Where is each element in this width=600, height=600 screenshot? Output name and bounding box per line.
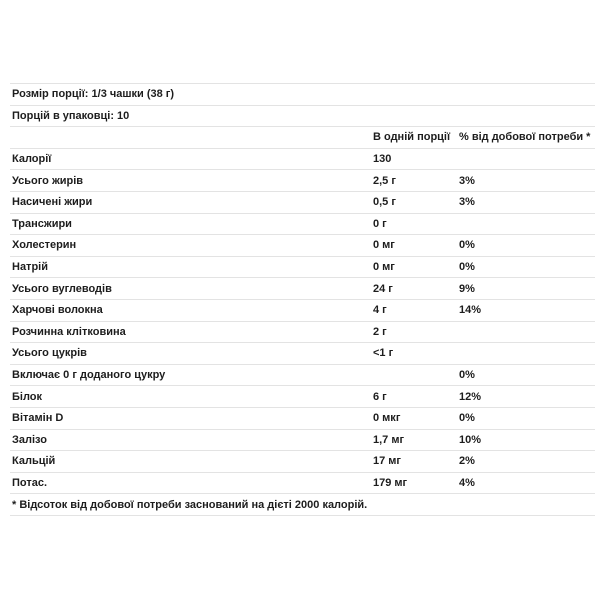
table-row [10, 364, 595, 386]
nutrient-amount: 0 мг [373, 235, 459, 257]
nutrient-daily-value [459, 213, 595, 235]
nutrition-table-body [10, 84, 595, 516]
nutrient-daily-value: 4% [459, 472, 595, 494]
nutrient-amount: 24 г [373, 278, 459, 300]
nutrient-label: Кальцій [10, 451, 373, 473]
nutrient-daily-value: 12% [459, 386, 595, 408]
nutrient-label: Включає 0 г доданого цукру [10, 364, 373, 386]
table-row [10, 451, 595, 473]
nutrient-label: Насичені жири [10, 191, 373, 213]
table-row [10, 191, 595, 213]
nutrient-amount: 0,5 г [373, 191, 459, 213]
nutrient-daily-value: 0% [459, 235, 595, 257]
nutrient-daily-value: 3% [459, 170, 595, 192]
serving-size-text: Розмір порції: 1/3 чашки (38 г) [10, 84, 595, 106]
table-row [10, 407, 595, 429]
nutrient-label: Усього жирів [10, 170, 373, 192]
nutrient-label: Залізо [10, 429, 373, 451]
nutrient-label: Трансжири [10, 213, 373, 235]
servings-per-container-text: Порцій в упаковці: 10 [10, 105, 595, 127]
nutrient-amount: 179 мг [373, 472, 459, 494]
table-header-row [10, 127, 595, 149]
nutrient-amount: 0 мкг [373, 407, 459, 429]
nutrient-daily-value [459, 321, 595, 343]
nutrient-label: Білок [10, 386, 373, 408]
nutrient-label: Холестерин [10, 235, 373, 257]
nutrient-daily-value [459, 148, 595, 170]
nutrient-amount: 4 г [373, 299, 459, 321]
nutrient-daily-value [459, 343, 595, 365]
nutrient-amount: 17 мг [373, 451, 459, 473]
nutrient-daily-value: 3% [459, 191, 595, 213]
header-empty-cell [10, 127, 373, 149]
nutrient-label: Потас. [10, 472, 373, 494]
nutrient-amount [373, 364, 459, 386]
table-row [10, 256, 595, 278]
nutrient-daily-value: 10% [459, 429, 595, 451]
nutrient-amount: 130 [373, 148, 459, 170]
nutrient-label: Калорії [10, 148, 373, 170]
nutrient-label: Усього цукрів [10, 343, 373, 365]
nutrient-daily-value: 0% [459, 407, 595, 429]
footnote-text: * Відсоток від добової потреби заснований на дієті 2000 калорій. [10, 494, 595, 516]
nutrient-label: Натрій [10, 256, 373, 278]
nutrient-amount: 2,5 г [373, 170, 459, 192]
servings-per-container-row [10, 105, 595, 127]
table-row [10, 213, 595, 235]
table-row [10, 235, 595, 257]
nutrient-amount: 0 мг [373, 256, 459, 278]
table-row [10, 343, 595, 365]
nutrient-label: Харчові волокна [10, 299, 373, 321]
nutrient-daily-value: 0% [459, 256, 595, 278]
table-row [10, 148, 595, 170]
table-row [10, 386, 595, 408]
nutrient-amount: 1,7 мг [373, 429, 459, 451]
header-daily-value: % від добової потреби * [459, 127, 595, 149]
nutrient-label: Усього вуглеводів [10, 278, 373, 300]
nutrient-amount: <1 г [373, 343, 459, 365]
nutrient-amount: 6 г [373, 386, 459, 408]
table-row [10, 278, 595, 300]
table-row [10, 170, 595, 192]
nutrient-daily-value: 2% [459, 451, 595, 473]
table-row [10, 429, 595, 451]
footnote-row [10, 494, 595, 516]
nutrient-label: Розчинна клітковина [10, 321, 373, 343]
nutrient-daily-value: 9% [459, 278, 595, 300]
nutrient-amount: 0 г [373, 213, 459, 235]
nutrient-daily-value: 14% [459, 299, 595, 321]
header-per-serving: В одній порції [373, 127, 459, 149]
nutrient-label: Вітамін D [10, 407, 373, 429]
nutrient-daily-value: 0% [459, 364, 595, 386]
nutrition-table [10, 83, 595, 516]
table-row [10, 472, 595, 494]
table-row [10, 321, 595, 343]
serving-size-row [10, 84, 595, 106]
nutrient-amount: 2 г [373, 321, 459, 343]
table-row [10, 299, 595, 321]
